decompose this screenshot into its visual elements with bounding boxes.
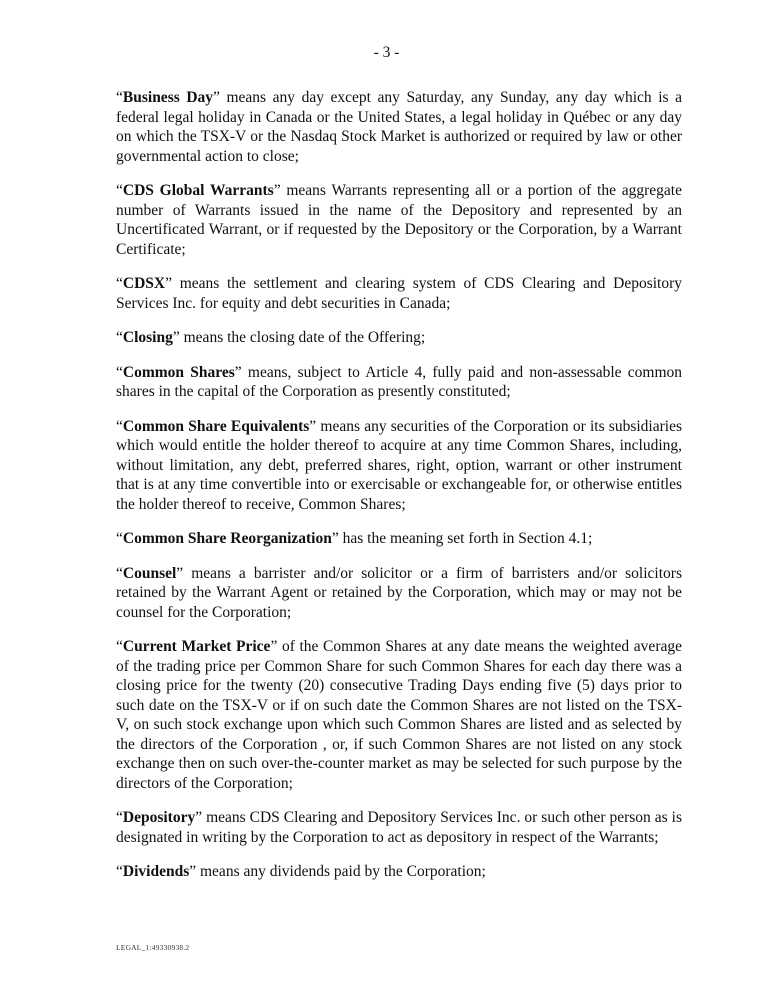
definition-term: CDSX: [122, 275, 166, 292]
definition-term: Counsel: [122, 564, 177, 582]
definition-term: Common Share Reorganization: [122, 530, 332, 547]
definition-common-shares: “Common Shares” means, subject to Article 4, fully paid and non-assessable common shares in the capital of the Corporation as presently constituted;: [116, 363, 683, 400]
definition-term: Dividends: [122, 863, 190, 880]
definition-closing: “Closing” means the closing date of the Offering;: [116, 329, 426, 346]
definition-text: has the meaning set forth in Section 4.1;: [342, 530, 593, 547]
definition-text: of the Common Shares at any date means the weighted average of the trading price per Common Share for such Common Shares for each day there was a closing price for the twenty (20) consecutive Trading Days ending five (5) days prior to such date on the TSX-V or if on such date the Common Shares are not listed on the TSX-V, on such stock exchange upon which such Common Shares are listed and as selected by the directors of the Corporation , or, if such Common Shares are not listed on any stock exchange then on such over-the-counter market as may be selected for such purpose by the directors of the Corporation;: [116, 638, 682, 792]
definition-common-share-reorganization: “Common Share Reorganization” has the meaning set forth in Section 4.1;: [116, 530, 593, 547]
document-footer-id: LEGAL_1:49330938.2: [116, 943, 190, 952]
definition-text: means any day except any Saturday, any Sunday, any day which is a federal legal holiday in Canada or the United States, a legal holiday in Québec or any day on which the TSX-V or the Nasdaq Stock Market is authorized or required by law or other governmental action to close;: [116, 89, 682, 165]
page-number: - 3 -: [373, 44, 400, 61]
definition-text: means Warrants representing all or a portion of the aggregate number of Warrants issued in the name of the Depository and represented by an Uncertificated Warrant, or if requested by the Depository or the Corporation, by a Warrant Certificate;: [116, 182, 682, 258]
definition-business-day: “Business Day” means any day except any Saturday, any Sunday, any day which is a federal legal holiday in Canada or the United States, a legal holiday in Québec or any day on which the TSX-V or the Nasdaq Stock Market is authorized or required by law or other governmental action to close;: [116, 89, 682, 165]
definition-text: means, subject to Article 4, fully paid and non-assessable common shares in the capital of the Corporation as presently constituted;: [116, 363, 683, 400]
definition-depository: “Depository” means CDS Clearing and Depository Services Inc. or such other person as is designated in writing by the Corporation to act as depository in respect of the Warrants;: [116, 809, 682, 846]
definition-term: Common Shares: [122, 363, 235, 381]
definition-term: Closing: [122, 329, 173, 346]
definition-cds-global-warrants: “CDS Global Warrants” means Warrants representing all or a portion of the aggregate number of Warrants issued in the name of the Depository and represented by an Uncertificated Warrant, or if requested by the Depository or the Corporation, by a Warrant Certificate;: [116, 182, 682, 258]
definition-text: means any dividends paid by the Corporation;: [200, 863, 486, 880]
definition-dividends: “Dividends” means any dividends paid by the Corporation;: [116, 863, 486, 880]
definition-term: Current Market Price: [122, 638, 271, 655]
definition-term: Common Share Equivalents: [122, 417, 310, 435]
definition-text: means CDS Clearing and Depository Services Inc. or such other person as is designated in writing by the Corporation to act as depository in respect of the Warrants;: [116, 809, 682, 846]
definition-text: means the settlement and clearing system of CDS Clearing and Depository Services Inc. for equity and debt securities in Canada;: [116, 275, 682, 312]
definition-text: means a barrister and/or solicitor or a firm of barristers and/or solicitors retained by the Warrant Agent or retained by the Corporation, which may or may not be counsel for the Corporation;: [116, 564, 682, 621]
definition-current-market-price: “Current Market Price” of the Common Shares at any date means the weighted average of the trading price per Common Share for such Common Shares for each day there was a closing price for the twenty (20) consecutive Trading Days ending five (5) days prior to such date on the TSX-V or if on such date the Common Shares are not listed on the TSX-V, on such stock exchange upon which such Common Shares are listed and as selected by the directors of the Corporation , or, if such Common Shares are not listed on any stock exchange then on such over-the-counter market as may be selected for such purpose by the directors of the Corporation;: [116, 638, 682, 792]
definition-term: Depository: [122, 809, 196, 826]
definition-text: means any securities of the Corporation or its subsidiaries which would entitle the holder thereof to acquire at any time Common Shares, including, without limitation, any debt, preferred shares, right, option, warrant or other instrument that is at any time convertible into or exercisable or exchangeable for, or otherwise entitles the holder thereof to receive, Common Shares;: [116, 417, 682, 513]
definition-common-share-equivalents: “Common Share Equivalents” means any securities of the Corporation or its subsidiaries which would entitle the holder thereof to acquire at any time Common Shares, including, without limitation, any debt, preferred shares, right, option, warrant or other instrument that is at any time convertible into or exercisable or exchangeable for, or otherwise entitles the holder thereof to receive, Common Shares;: [116, 417, 682, 513]
definition-cdsx: “CDSX” means the settlement and clearing system of CDS Clearing and Depository Services Inc. for equity and debt securities in Canada;: [116, 275, 682, 312]
definition-counsel: “Counsel” means a barrister and/or solicitor or a firm of barristers and/or solicitors retained by the Warrant Agent or retained by the Corporation, which may or may not be counsel for the Corporation;: [116, 564, 682, 621]
definitions-list: [116, 88, 682, 897]
definition-term: CDS Global Warrants: [122, 182, 274, 199]
definition-text: means the closing date of the Offering;: [183, 329, 426, 346]
definition-term: Business Day: [122, 89, 214, 106]
